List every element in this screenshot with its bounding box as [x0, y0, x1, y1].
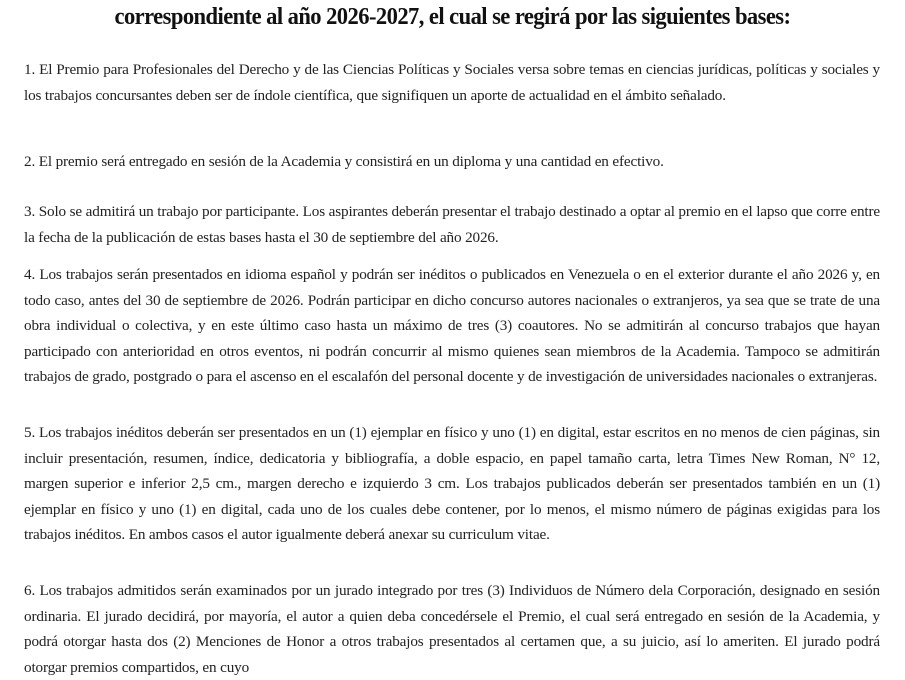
rule-paragraph-5: 5. Los trabajos inéditos deberán ser presentados en un (1) ejemplar en físico y uno (1) en digital, estar escritos en no menos de cien páginas, sin incluir presentación, resumen, índice, dedicatoria y bibliografía, a doble espacio, en papel tamaño carta, letra Times New Roman, N° 12, margen superior e inferior 2,5 cm., margen derecho e izquierdo 3 cm. Los trabajos publicados deberán ser presentados también en un (1) ejemplar en físico y uno (1) en digital, cada uno de los cuales debe contener, por lo menos, el mismo número de páginas exigidas para los trabajos inéditos. En ambos casos el autor igualmente deberá anexar su curriculum vitae. — [24, 424, 880, 543]
rule-paragraph-6: 6. Los trabajos admitidos serán examinados por un jurado integrado por tres (3) Individuos de Número dela Corporación, designado en sesión ordinaria. El jurado decidirá, por mayoría, el autor a quien deba concedérsele el Premio, el cual será entregado en sesión de la Academia, y podrá otorgar hasta dos (2) Menciones de Honor a otros trabajos presentados al certamen que, a su juicio, así lo ameriten. El jurado podrá otorgar premios compartidos, en cuyo — [24, 582, 880, 676]
rule-paragraph-2: 2. El premio será entregado en sesión de la Academia y consistirá en un diploma y una cantidad en efectivo. — [24, 153, 664, 170]
rule-paragraph-3: 3. Solo se admitirá un trabajo por participante. Los aspirantes deberán presentar el trabajo destinado a optar al premio en el lapso que corre entre la fecha de la publicación de estas bases hasta el 30 de septiembre del año 2026. — [24, 203, 880, 246]
rule-paragraph-1: 1. El Premio para Profesionales del Derecho y de las Ciencias Políticas y Sociales versa sobre temas en ciencias jurídicas, políticas y sociales y los trabajos concursantes deben ser de índole científica, que signifiquen un aporte de actualidad en el ámbito señalado. — [24, 61, 880, 104]
section-heading: correspondiente al año 2026-2027, el cual se regirá por las siguientes bases: — [114, 4, 791, 30]
rule-paragraph-4: 4. Los trabajos serán presentados en idioma español y podrán ser inéditos o publicados en Venezuela o en el exterior durante el año 2026 y, en todo caso, antes del 30 de septiembre de 2026. Podrán participar en dicho concurso autores nacionales o extranjeros, ya sea que se trate de una obra individual o colectiva, y en este último caso hasta un máximo de tres (3) coautores. No se admitirán al concurso trabajos que hayan participado con anterioridad en otros eventos, ni podrán concurrir al mismo quienes sean miembros de la Academia. Tampoco se admitirán trabajos de grado, postgrado o para el ascenso en el escalafón del personal docente y de investigación de universidades nacionales o extranjeras. — [24, 266, 880, 385]
